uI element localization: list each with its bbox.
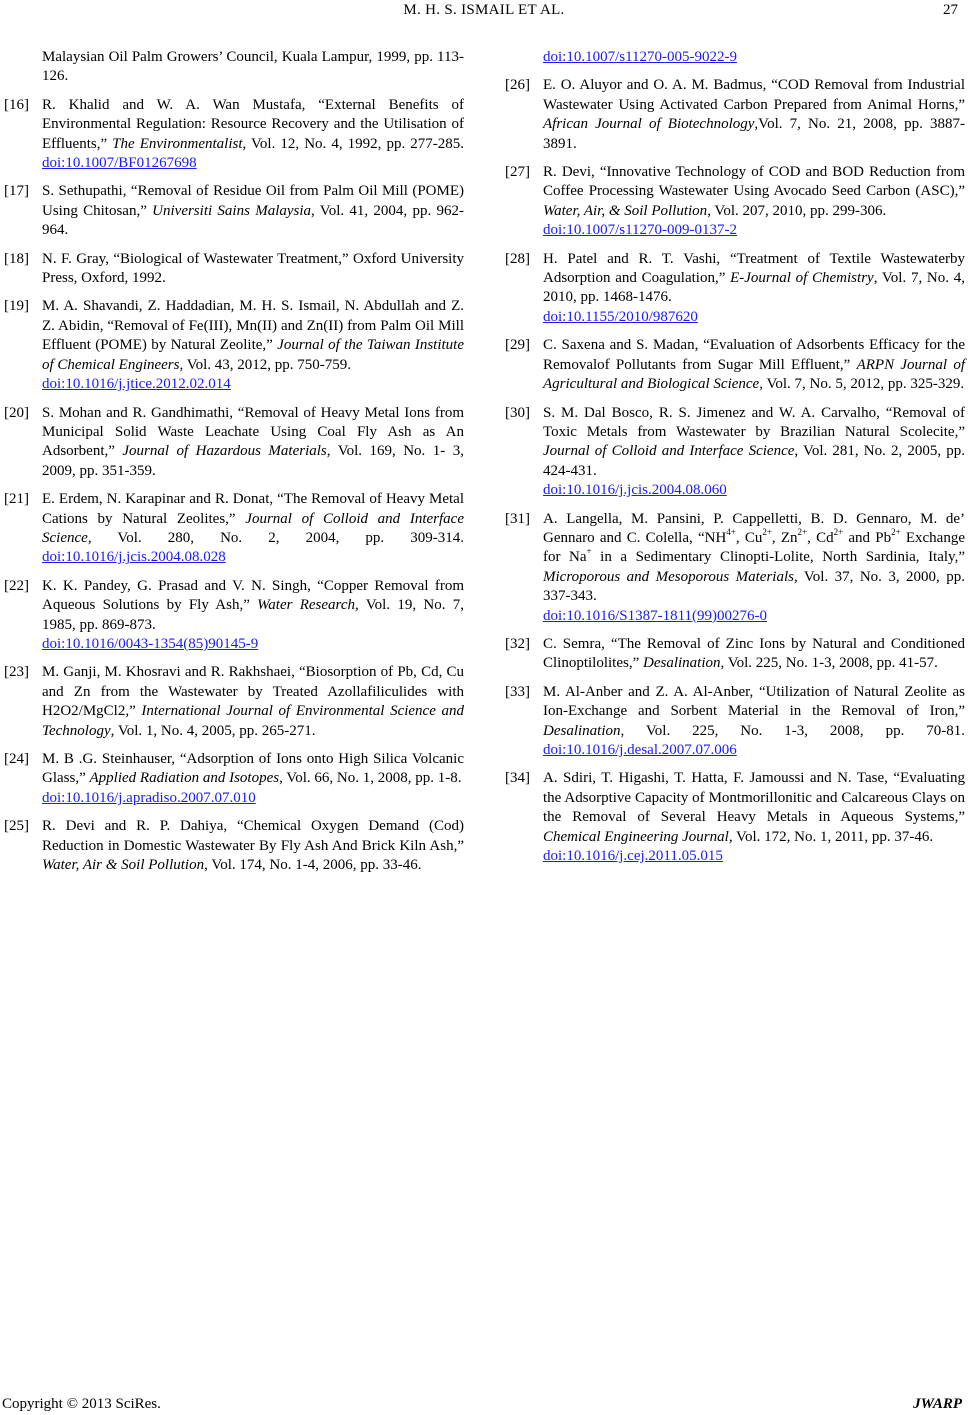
reference-journal: Journal of the Taiwan Institute of Chemical Engineers: [42, 337, 465, 373]
reference-journal: E-Journal of Chemistry: [730, 270, 874, 287]
reference-text: [543, 635, 965, 674]
reference-number: [25]: [4, 818, 29, 835]
reference-authors-title: N. F. Gray, “Biological of Wastewater Treatment,” Oxford University Press, Oxford, 1992.: [42, 250, 464, 287]
doi-link[interactable]: doi:10.1016/j.desal.2007.07.006: [543, 742, 737, 758]
reference-number: [18]: [4, 250, 29, 267]
reference-journal: Applied Radiation and Isotopes: [89, 770, 280, 787]
reference-number: [29]: [505, 337, 530, 354]
reference-text: [42, 297, 464, 394]
reference-18: [4, 250, 464, 289]
reference-journal: Water Research: [257, 597, 355, 614]
doi-link[interactable]: doi:10.1016/j.jcis.2004.08.028: [42, 549, 226, 566]
page-header: [0, 2, 968, 24]
reference-journal: Water, Air, & Soil Pollution: [543, 202, 708, 219]
reference-21: [4, 490, 464, 568]
reference-journal: International Journal of Environmental Science and Technology: [42, 703, 465, 739]
reference-24: [4, 750, 464, 808]
reference-details: , Vol. 169, No. 1- 3, 2009, pp. 351-359.: [42, 443, 464, 479]
reference-29: [505, 336, 965, 394]
doi-link[interactable]: doi:10.1155/2010/987620: [543, 308, 698, 325]
reference-title-part: Exchange for Na: [543, 529, 965, 566]
reference-journal: African Journal of Biotechnology: [543, 116, 755, 133]
reference-authors-title: S. M. Dal Bosco, R. S. Jimenez and W. A. Carvalho, “Removal of Toxic Metals from Wastewater by Brazilian Natural Scolecite,”: [543, 404, 965, 440]
reference-number: [22]: [4, 577, 29, 594]
reference-number: [34]: [505, 770, 530, 787]
reference-text: [42, 182, 464, 240]
reference-text: [543, 250, 965, 328]
reference-details: , Vol. 172, No. 1, 2011, pp. 37-46.: [728, 828, 934, 845]
reference-details: , Vol. 7, No. 5, 2012, pp. 325-329.: [759, 376, 965, 393]
reference-text: [42, 96, 464, 174]
reference-16: [4, 96, 464, 174]
reference-authors-title: M. A. Shavandi, Z. Haddadian, M. H. S. Ismail, N. Abdullah and Z. Z. Abidin, “Removal of Fe(III), Mn(II) and Zn(II) from Palm Oil Mill Effluent (POME) by Natural Zeolite,”: [42, 298, 464, 354]
reference-authors-title: C. Saxena and S. Madan, “Evaluation of Adsorbents Efficacy for the Removalof Pollutants from Sugar Mill Effluent,”: [543, 337, 965, 373]
doi-link[interactable]: doi:10.1016/j.cej.2011.05.015: [543, 848, 723, 865]
reference-authors-title: M. Ganji, M. Khosravi and R. Rakhshaei, “Biosorption of Pb, Cd, Cu and Zn from the Wastewater by Treated Azollafiliculides with H2O2/MgCl2,”: [42, 664, 464, 720]
reference-journal: Journal of Colloid and Interface Science: [543, 443, 795, 460]
reference-number: [21]: [4, 491, 29, 508]
reference-details: ,Vol. 7, No. 21, 2008, pp. 3887-3891.: [543, 116, 965, 152]
reference-28: [505, 250, 965, 328]
reference-number: [32]: [505, 635, 530, 652]
reference-text: [543, 510, 965, 626]
reference-30: [505, 404, 965, 501]
reference-details: , Vol. 1, No. 4, 2005, pp. 265-271.: [110, 722, 316, 739]
reference-journal: Chemical Engineering Journal: [543, 828, 729, 845]
reference-details: , Vol. 12, No. 4, 1992, pp. 277-285.: [242, 135, 464, 152]
reference-number: [16]: [4, 96, 29, 113]
reference-22: [4, 577, 464, 655]
reference-details: , Vol. 225, No. 1-3, 2008, pp. 70-81.: [620, 722, 965, 739]
reference-details: , Vol. 280, No. 2, 2004, pp. 309-314.: [87, 529, 464, 546]
running-head: M. H. S. ISMAIL ET AL.: [403, 2, 565, 18]
reference-authors-title: C. Semra, “The Removal of Zinc Ions by Natural and Conditioned Clinoptilolites,”: [543, 635, 965, 672]
reference-text: Malaysian Oil Palm Growers’ Council, Kuala Lampur, 1999, pp. 113-126.: [42, 49, 464, 85]
superscript-charge: 2+: [833, 526, 844, 537]
reference-25: [4, 817, 464, 875]
reference-number: [26]: [505, 77, 530, 94]
reference-authors-title: K. K. Pandey, G. Prasad and V. N. Singh, “Copper Removal from Aqueous Solutions by Fly Ash,”: [42, 577, 464, 614]
reference-details: , Vol. 37, No. 3, 2000, pp. 337-343.: [543, 568, 965, 605]
reference-number: [30]: [505, 404, 530, 421]
reference-text: [543, 336, 965, 394]
reference-text: [543, 769, 965, 866]
reference-number: [27]: [505, 164, 530, 181]
reference-journal: Journal of Colloid and Interface Science: [42, 510, 464, 546]
reference-text: [42, 490, 464, 568]
reference-number: [24]: [4, 751, 29, 767]
reference-authors-title: S. Sethupathi, “Removal of Residue Oil from Palm Oil Mill (POME) Using Chitosan,”: [42, 183, 464, 219]
reference-text: [543, 163, 965, 241]
page-footer: [0, 1391, 968, 1415]
reference-authors-title: R. Khalid and W. A. Wan Mustafa, “External Benefits of Environmental Regulation: Resource Recovery and the Utilisation of Effluents,”: [42, 96, 464, 152]
doi-link[interactable]: doi:10.1007/BF01267698: [42, 155, 197, 172]
reference-details: , Vol. 66, No. 1, 2008, pp. 1-8.: [279, 770, 462, 787]
reference-authors-title: A. Sdiri, T. Higashi, T. Hatta, F. Jamoussi and N. Tase, “Evaluating the Adsorptive Capacity of Montmorillonitic and Calcareous Clays on the Removal of Several Heavy Metals in Aqueous Systems,”: [543, 770, 965, 826]
reference-journal: Water, Air & Soil Pollution: [42, 857, 205, 874]
reference-text: [543, 683, 965, 761]
reference-continuation: [505, 48, 965, 67]
doi-link[interactable]: doi:10.1007/s11270-005-9022-9: [543, 49, 738, 65]
reference-title-part: in a Sedimentary Clinopti-Lolite, North Sardinia, Italy,”: [591, 549, 965, 566]
reference-details: , Vol. 225, No. 1-3, 2008, pp. 41-57.: [720, 655, 938, 672]
superscript-charge: 2+: [762, 526, 772, 537]
reference-17: [4, 182, 464, 240]
reference-number: [17]: [4, 183, 29, 200]
reference-text: [42, 817, 464, 875]
journal-abbreviation: JWARP: [913, 1396, 962, 1412]
reference-number: [19]: [4, 298, 29, 315]
doi-link[interactable]: doi:10.1016/j.apradiso.2007.07.010: [42, 789, 256, 806]
left-column: [4, 48, 464, 884]
reference-details: , Vol. 174, No. 1-4, 2006, pp. 33-46.: [204, 857, 422, 874]
reference-journal: Universiti Sains Malaysia: [152, 202, 312, 219]
reference-details: , Vol. 207, 2010, pp. 299-306.: [707, 202, 887, 219]
reference-journal: Microporous and Mesoporous Materials: [543, 568, 794, 585]
reference-title-part: , Zn: [771, 529, 798, 546]
reference-journal: Desalination: [643, 655, 721, 672]
page-number: 27: [943, 2, 958, 18]
reference-text: [543, 404, 965, 501]
reference-journal: ARPN Journal of Agricultural and Biological Science: [543, 356, 965, 393]
reference-title-part: , Cu: [735, 529, 763, 546]
reference-text: [42, 577, 464, 655]
superscript-charge: 2+: [797, 526, 808, 537]
reference-details: , Vol. 41, 2004, pp. 962-964.: [42, 202, 464, 239]
reference-authors-title: R. Devi, “Innovative Technology of COD and BOD Reduction from Coffee Processing Wastewater Using Avocado Seed Carbon (ASC),”: [543, 164, 965, 200]
reference-authors-title: E. Erdem, N. Karapinar and R. Donat, “The Removal of Heavy Metal Cations by Natural Zeolites,”: [42, 491, 464, 527]
doi-link[interactable]: doi:10.1007/s11270-009-0137-2: [543, 222, 738, 239]
reference-journal: The Environmentalist: [112, 135, 243, 152]
reference-19: [4, 297, 464, 394]
reference-27: [505, 163, 965, 241]
reference-34: [505, 769, 965, 866]
doi-link[interactable]: doi:10.1016/j.jcis.2004.08.060: [543, 482, 727, 499]
copyright-notice: Copyright © 2013 SciRes.: [2, 1396, 161, 1412]
reference-text: [543, 76, 965, 154]
reference-number: [23]: [4, 664, 29, 681]
reference-text: [42, 750, 464, 808]
reference-details: , Vol. 281, No. 2, 2005, pp. 424-431.: [543, 443, 965, 479]
reference-text: [42, 663, 464, 741]
right-column: [505, 48, 965, 875]
reference-authors-title: R. Devi and R. P. Dahiya, “Chemical Oxygen Demand (Cod) Reduction in Domestic Wastewater By Fly Ash And Brick Kiln Ash,”: [42, 818, 464, 854]
reference-authors-title: M. Al-Anber and Z. A. Al-Anber, “Utilization of Natural Zeolite as Ion-Exchange and Sorbent Material in the Removal of Iron,”: [543, 683, 965, 720]
reference-authors-title: M. B .G. Steinhauser, “Adsorption of Ions onto High Silica Volcanic Glass,”: [42, 751, 464, 787]
reference-number: [33]: [505, 683, 530, 700]
reference-23: [4, 663, 464, 741]
reference-details: , Vol. 7, No. 4, 2010, pp. 1468-1476.: [543, 270, 965, 306]
reference-20: [4, 404, 464, 482]
reference-text: [543, 48, 965, 67]
reference-continuation: [4, 48, 464, 87]
doi-link[interactable]: doi:10.1016/S1387-1811(99)00276-0: [543, 607, 768, 624]
doi-link[interactable]: doi:10.1016/j.jtice.2012.02.014: [42, 376, 231, 393]
reference-authors-title: E. O. Aluyor and O. A. M. Badmus, “COD Removal from Industrial Wastewater Using Activated Carbon Prepared from Animal Horns,”: [543, 77, 965, 113]
reference-number: [28]: [505, 250, 530, 267]
reference-details: , Vol. 43, 2012, pp. 750-759.: [179, 356, 352, 373]
reference-authors-title: A. Langella, M. Pansini, P. Cappelletti, B. D. Gennaro, M. de’ Gennaro and C. Colella, “NH: [543, 510, 965, 546]
reference-26: [505, 76, 965, 154]
reference-authors-title: H. Patel and R. T. Vashi, “Treatment of Textile Wastewaterby Adsorption and Coagulation,”: [543, 250, 965, 287]
reference-text: [42, 404, 464, 482]
reference-31: [505, 510, 965, 626]
reference-journal: Desalination: [543, 722, 621, 739]
reference-number: [31]: [505, 510, 530, 527]
superscript-charge: +: [586, 546, 592, 557]
reference-33: [505, 683, 965, 761]
reference-number: [20]: [4, 404, 29, 421]
reference-journal: Journal of Hazardous Materials: [122, 443, 327, 460]
doi-link[interactable]: doi:10.1016/0043-1354(85)90145-9: [42, 635, 259, 652]
superscript-charge: 2+: [891, 526, 901, 537]
reference-authors-title: S. Mohan and R. Gandhimathi, “Removal of Heavy Metal Ions from Municipal Solid Waste Leachate Using Coal Fly Ash as An Adsorbent,”: [42, 404, 464, 460]
reference-details: , Vol. 19, No. 7, 1985, pp. 869-873.: [42, 597, 464, 633]
reference-title-part: , Cd: [807, 529, 834, 546]
reference-text: [42, 250, 464, 289]
reference-title-part: and Pb: [843, 529, 892, 546]
superscript-charge: 4+: [726, 526, 736, 537]
reference-32: [505, 635, 965, 674]
